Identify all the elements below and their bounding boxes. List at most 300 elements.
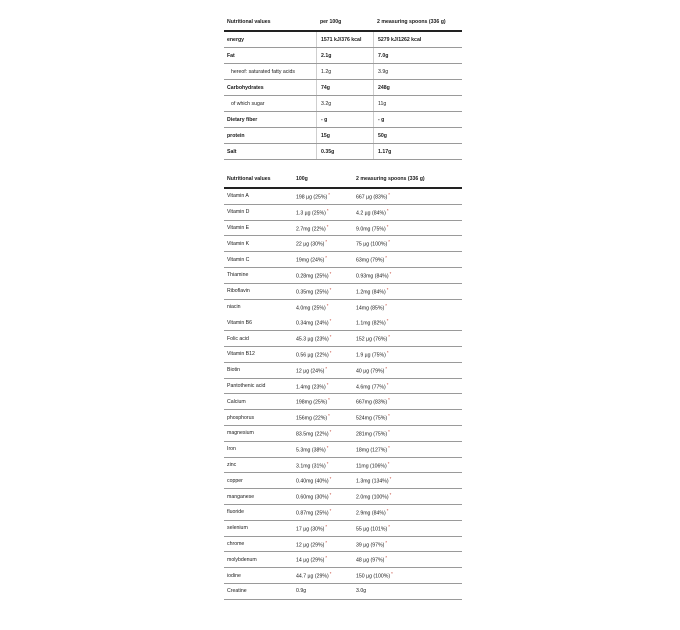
footnote-star: * <box>329 492 332 498</box>
row-per100-text: 0.60mg (30%) <box>296 494 329 501</box>
row-label <box>224 209 294 215</box>
footnote-star: * <box>388 523 390 529</box>
vitamins-table <box>224 170 462 600</box>
row-per100 <box>294 255 354 264</box>
footnote-star: * <box>385 302 387 308</box>
row-serving <box>354 461 462 470</box>
footnote-star: * <box>388 239 390 245</box>
footnote-star: * <box>325 239 328 245</box>
row-per100-text: 3.2g <box>321 100 332 107</box>
footnote-star: * <box>326 444 329 450</box>
row-per100-text: 45.3 µg (23%) <box>296 336 329 343</box>
table-row <box>224 363 462 379</box>
row-label-text: selenium <box>227 525 248 532</box>
row-label-text: Iron <box>227 446 236 453</box>
row-label-text: Vitamin E <box>227 224 250 231</box>
row-serving <box>373 32 462 47</box>
row-per100 <box>294 271 354 280</box>
row-per100-text: 2.7mg (22%) <box>296 226 326 233</box>
row-per100-line <box>296 318 354 327</box>
row-per100 <box>294 300 354 331</box>
table-row <box>224 284 462 300</box>
row-per100 <box>294 445 354 454</box>
table-row <box>224 221 462 237</box>
footnote-star: * <box>326 460 329 466</box>
row-label <box>224 37 316 43</box>
table-row <box>224 552 462 568</box>
row-label <box>224 272 294 278</box>
footnote-star: * <box>386 381 389 387</box>
footnote-star: * <box>328 192 330 198</box>
footnote-star: * <box>326 381 329 387</box>
header-serving: 2 measuring spoons (336 g) <box>377 19 446 25</box>
row-label <box>224 69 316 75</box>
table-row <box>224 537 462 553</box>
row-label <box>224 133 316 139</box>
row-per100-text: 0.28mg (25%) <box>296 273 329 280</box>
row-per100 <box>294 192 354 201</box>
table-row <box>224 112 462 128</box>
row-serving <box>354 571 462 580</box>
table-row <box>224 394 462 410</box>
footnote-star: * <box>329 507 332 513</box>
row-serving <box>354 300 462 331</box>
row-label <box>224 573 294 579</box>
row-label-text: Thiamine <box>227 272 249 279</box>
row-label-text: copper <box>227 477 243 484</box>
row-per100-text: 74g <box>321 84 330 91</box>
footnote-star: * <box>328 397 330 403</box>
row-serving <box>354 208 462 217</box>
footnote-star: * <box>388 192 390 198</box>
row-per100-text: 19mg (24%) <box>296 257 325 264</box>
row-label-text: Vitamin K <box>227 240 250 247</box>
row-per100 <box>316 32 373 47</box>
row-per100-text: 3.1mg (31%) <box>296 463 326 470</box>
footnote-star: * <box>325 255 327 261</box>
row-per100 <box>294 461 354 470</box>
row-per100 <box>294 588 354 594</box>
row-serving-text: 55 µg (101%) <box>356 526 388 533</box>
row-label-text: magnesium <box>227 430 254 437</box>
row-per100 <box>294 350 354 359</box>
row-serving <box>373 64 462 79</box>
row-per100-text: 14 µg (29%) <box>296 558 325 565</box>
row-serving <box>373 112 462 127</box>
row-per100 <box>294 571 354 580</box>
row-label-text: Folic acid <box>227 335 249 342</box>
row-label <box>224 53 316 59</box>
table-row <box>224 379 462 395</box>
row-serving <box>373 80 462 95</box>
row-per100 <box>316 48 373 63</box>
row-serving-text: 150 µg (100%) <box>356 573 391 580</box>
vitamins-header-row <box>224 170 462 189</box>
row-serving-text: 667mg (83%) <box>356 400 388 407</box>
footnote-star: * <box>325 365 328 371</box>
footnote-star: * <box>329 350 332 355</box>
row-serving <box>354 413 462 422</box>
row-per100 <box>316 128 373 143</box>
row-label <box>224 557 294 563</box>
table-row <box>224 144 462 160</box>
footnote-star: * <box>329 271 332 277</box>
row-serving-text: 48 µg (97%) <box>356 558 385 565</box>
row-serving-text: 3.0g <box>356 588 367 595</box>
row-per100-text: 12 µg (29%) <box>296 542 325 549</box>
row-label-text: hereof: saturated fatty acids <box>231 68 296 75</box>
row-per100 <box>316 80 373 95</box>
row-per100-text: 22 µg (30%) <box>296 242 325 249</box>
row-per100 <box>294 524 354 533</box>
row-serving-text: 1.1mg (82%) <box>356 320 386 327</box>
footnote-star: * <box>325 523 328 529</box>
row-per100 <box>294 366 354 375</box>
row-label <box>224 351 294 357</box>
row-per100 <box>294 224 354 233</box>
table-row <box>224 410 462 426</box>
row-serving-text: 248g <box>378 84 390 91</box>
table-row <box>224 189 462 205</box>
row-serving <box>354 271 462 280</box>
row-per100 <box>294 397 354 406</box>
row-label <box>224 588 294 594</box>
row-label-text: niacin <box>227 304 241 311</box>
row-serving-text: 1.17g <box>378 148 392 155</box>
header-label: Nutritional values <box>227 175 271 182</box>
table-row <box>224 458 462 474</box>
row-serving <box>354 366 462 375</box>
row-per100-text: 198mg (25%) <box>296 400 328 407</box>
row-per100-text: 1.3 µg (25%) <box>296 210 326 217</box>
row-label <box>224 149 316 155</box>
table-row <box>224 96 462 112</box>
row-per100 <box>294 555 354 564</box>
footnote-star: * <box>387 460 390 466</box>
row-label <box>224 430 294 436</box>
row-label-text: manganese <box>227 493 255 500</box>
row-label-text: iodine <box>227 572 241 579</box>
row-label <box>224 193 294 199</box>
footnote-star: * <box>326 223 329 229</box>
row-serving-text: - g <box>378 116 385 123</box>
row-per100-text: 17 µg (30%) <box>296 526 325 533</box>
row-serving <box>373 128 462 143</box>
row-serving-text: 5279 kJ/1262 kcal <box>378 36 422 43</box>
row-label-text: of which sugar <box>231 100 265 107</box>
row-serving-text: 39 µg (97%) <box>356 542 385 549</box>
row-label <box>224 446 294 452</box>
row-serving-text: 3.9g <box>378 68 389 75</box>
row-serving-text: 1.3mg (134%) <box>356 479 389 486</box>
footnote-star: * <box>386 207 389 213</box>
row-label <box>224 541 294 547</box>
row-serving-text: 75 µg (100%) <box>356 242 388 249</box>
row-per100-text: 0.35g <box>321 148 335 155</box>
row-serving <box>354 224 462 233</box>
footnote-star: * <box>388 428 390 434</box>
table-row <box>224 236 462 252</box>
footnote-star: * <box>389 271 392 277</box>
footnote-star: * <box>386 318 389 324</box>
footnote-star: * <box>328 413 330 419</box>
row-serving <box>354 540 462 549</box>
table-row <box>224 128 462 144</box>
row-serving-text: 667 µg (83%) <box>356 194 388 201</box>
table-row <box>224 80 462 96</box>
footnote-star: * <box>391 571 393 577</box>
row-per100-text: 0.40mg (40%) <box>296 479 329 486</box>
row-serving <box>354 445 462 454</box>
row-label <box>224 85 316 91</box>
row-serving-text: 11g <box>378 100 387 107</box>
row-serving <box>354 476 462 485</box>
table-row <box>224 205 462 221</box>
row-label-text: Dietary fiber <box>227 116 258 123</box>
row-label <box>224 494 294 500</box>
row-serving-text: 152 µg (76%) <box>356 336 388 343</box>
row-serving <box>354 192 462 201</box>
row-serving <box>354 397 462 406</box>
row-per100-text: 5.3mg (38%) <box>296 447 326 454</box>
row-per100 <box>294 492 354 501</box>
table-row <box>224 347 462 363</box>
row-label-text: Salt <box>227 148 237 155</box>
row-label <box>224 383 294 389</box>
row-per100 <box>294 382 354 391</box>
row-per100-text: 15g <box>321 132 330 139</box>
row-per100-text: - g <box>321 116 328 123</box>
row-serving <box>354 588 462 594</box>
row-per100 <box>294 508 354 517</box>
row-per100 <box>294 476 354 485</box>
row-serving <box>354 524 462 533</box>
footnote-star: * <box>329 334 332 340</box>
row-serving <box>354 555 462 564</box>
row-label-text: Biotin <box>227 367 240 374</box>
header-per100: per 100g <box>320 19 342 25</box>
row-serving <box>354 255 462 264</box>
table-row <box>224 331 462 347</box>
table-row <box>224 32 462 48</box>
row-per100-text: 4.0mg (25%) <box>296 305 326 312</box>
table-row <box>224 252 462 268</box>
row-label-text: Calcium <box>227 398 246 405</box>
row-serving <box>354 508 462 517</box>
row-serving <box>354 492 462 501</box>
row-label-text: Fat <box>227 52 235 59</box>
table-row <box>224 300 462 332</box>
row-per100-text: 198 µg (25%) <box>296 194 328 201</box>
row-label-text: Riboflavin <box>227 288 250 295</box>
footnote-star: * <box>385 555 388 561</box>
row-serving-text: 9.0mg (75%) <box>356 226 386 233</box>
footnote-star: * <box>385 365 388 371</box>
row-label-text: Carbohydrates <box>227 84 264 91</box>
row-serving-text: 1.2mg (84%) <box>356 289 386 296</box>
row-serving-text: 2.9mg (84%) <box>356 510 386 517</box>
table-row <box>224 505 462 521</box>
row-serving <box>354 382 462 391</box>
row-per100-text: 156mg (22%) <box>296 415 328 422</box>
footnote-star: * <box>386 507 389 513</box>
table-row <box>224 442 462 458</box>
footnote-star: * <box>388 334 390 340</box>
footnote-star: * <box>385 255 387 261</box>
row-label-text: chrome <box>227 540 245 547</box>
row-label <box>224 336 294 342</box>
row-per100 <box>316 64 373 79</box>
row-label <box>224 241 294 247</box>
row-serving-text: 0.93mg (84%) <box>356 273 389 280</box>
footnote-star: * <box>325 539 328 545</box>
row-label <box>224 225 294 231</box>
row-per100 <box>294 287 354 296</box>
row-serving <box>354 334 462 343</box>
row-per100 <box>294 429 354 438</box>
row-serving-text: 18mg (127%) <box>356 447 388 454</box>
row-per100 <box>316 144 373 159</box>
table-row <box>224 64 462 80</box>
footnote-star: * <box>388 397 390 403</box>
row-serving-line <box>356 318 462 327</box>
row-label-text: Vitamin B12 <box>227 351 255 358</box>
row-serving <box>373 96 462 111</box>
row-serving-text: 14mg (85%) <box>356 305 385 312</box>
nutrition-table <box>224 14 462 160</box>
row-per100 <box>294 334 354 343</box>
row-label-text: zinc <box>227 461 237 468</box>
row-serving <box>354 287 462 296</box>
row-serving-text: 524mg (75%) <box>356 415 388 422</box>
row-per100-text: 2.1g <box>321 52 332 59</box>
footnote-star: * <box>329 286 332 292</box>
row-label <box>224 415 294 421</box>
row-per100-text: 1.4mg (23%) <box>296 384 326 391</box>
row-per100-text: 44.7 µg (29%) <box>296 573 329 580</box>
row-serving-text: 2.0mg (100%) <box>356 494 389 501</box>
row-label <box>224 525 294 531</box>
footnote-star: * <box>329 318 332 324</box>
row-label-text: fluoride <box>227 509 245 516</box>
table-row <box>224 473 462 489</box>
footnote-star: * <box>389 476 392 482</box>
header-per100: 100g <box>296 175 308 182</box>
row-label-text: Vitamin B6 <box>227 319 252 326</box>
row-label <box>224 300 294 331</box>
row-per100-text: 0.35mg (25%) <box>296 289 329 296</box>
row-label-text: energy <box>227 36 245 43</box>
footnote-star: * <box>386 223 389 229</box>
footnote-star: * <box>329 571 332 577</box>
footnote-star: * <box>386 286 389 292</box>
row-per100-text: 83.5mg (22%) <box>296 431 329 438</box>
row-label-text: phosphorus <box>227 414 255 421</box>
footnote-star: * <box>326 207 329 213</box>
row-per100 <box>316 96 373 111</box>
row-per100 <box>294 540 354 549</box>
row-label-line <box>227 320 294 326</box>
row-serving-text: 11mg (106%) <box>356 463 387 470</box>
table-row <box>224 584 462 600</box>
row-label-text: protein <box>227 132 245 139</box>
row-label-text: Vitamin D <box>227 209 250 216</box>
row-serving <box>354 239 462 248</box>
footnote-star: * <box>329 428 332 434</box>
row-label <box>224 367 294 373</box>
row-serving-text: 50g <box>378 132 387 139</box>
table-row <box>224 521 462 537</box>
row-serving-text: 40 µg (79%) <box>356 368 385 375</box>
footnote-star: * <box>388 444 390 450</box>
row-serving <box>354 350 462 359</box>
row-serving-text: 4.6mg (77%) <box>356 384 386 391</box>
row-per100-text: 1571 kJ/376 kcal <box>321 36 362 43</box>
row-label <box>224 101 316 107</box>
footnote-star: * <box>388 413 390 419</box>
row-serving-text: 7.0g <box>378 52 389 59</box>
row-per100 <box>294 239 354 248</box>
row-label <box>224 462 294 468</box>
row-serving-text: 281mg (75%) <box>356 431 388 438</box>
row-per100-text: 0.87mg (25%) <box>296 510 329 517</box>
footnote-star: * <box>386 350 389 355</box>
row-label-text: Creatine <box>227 588 247 595</box>
row-per100-text: 12 µg (24%) <box>296 368 325 375</box>
footnote-star: * <box>329 476 332 482</box>
row-label-text: molybdenum <box>227 556 257 563</box>
row-label-text: Vitamin A <box>227 193 249 200</box>
row-label-line <box>227 304 294 310</box>
table-row <box>224 48 462 64</box>
row-serving-text: 63mg (79%) <box>356 257 385 264</box>
row-serving <box>373 48 462 63</box>
row-per100-text: 0.56 µg (22%) <box>296 352 329 359</box>
header-label: Nutritional values <box>227 19 271 25</box>
row-label-text: Vitamin C <box>227 256 250 263</box>
table-row <box>224 568 462 584</box>
table-row <box>224 426 462 442</box>
row-per100 <box>294 208 354 217</box>
row-label <box>224 117 316 123</box>
row-label <box>224 509 294 515</box>
footnote-star: * <box>385 539 388 545</box>
row-per100 <box>294 413 354 422</box>
row-serving <box>373 144 462 159</box>
row-serving-text: 1.9 µg (75%) <box>356 352 386 359</box>
table-row <box>224 489 462 505</box>
row-label <box>224 288 294 294</box>
footnote-star: * <box>326 302 329 308</box>
footnote-star: * <box>325 555 328 561</box>
row-serving <box>354 429 462 438</box>
row-label <box>224 399 294 405</box>
row-per100-text: 0.9g <box>296 588 307 595</box>
footnote-star: * <box>389 492 392 498</box>
row-serving-text: 4.2 µg (84%) <box>356 210 386 217</box>
table-row <box>224 268 462 284</box>
row-per100 <box>316 112 373 127</box>
row-per100-text: 1.2g <box>321 68 332 75</box>
nutrition-header-row <box>224 14 462 32</box>
row-label <box>224 478 294 484</box>
row-per100-line <box>296 303 354 312</box>
row-label-text: Pantothenic acid <box>227 382 266 389</box>
header-serving: 2 measuring spoons (336 g) <box>356 175 425 182</box>
row-per100-text: 0.34mg (24%) <box>296 320 329 327</box>
row-serving-line <box>356 303 462 312</box>
row-label <box>224 257 294 263</box>
